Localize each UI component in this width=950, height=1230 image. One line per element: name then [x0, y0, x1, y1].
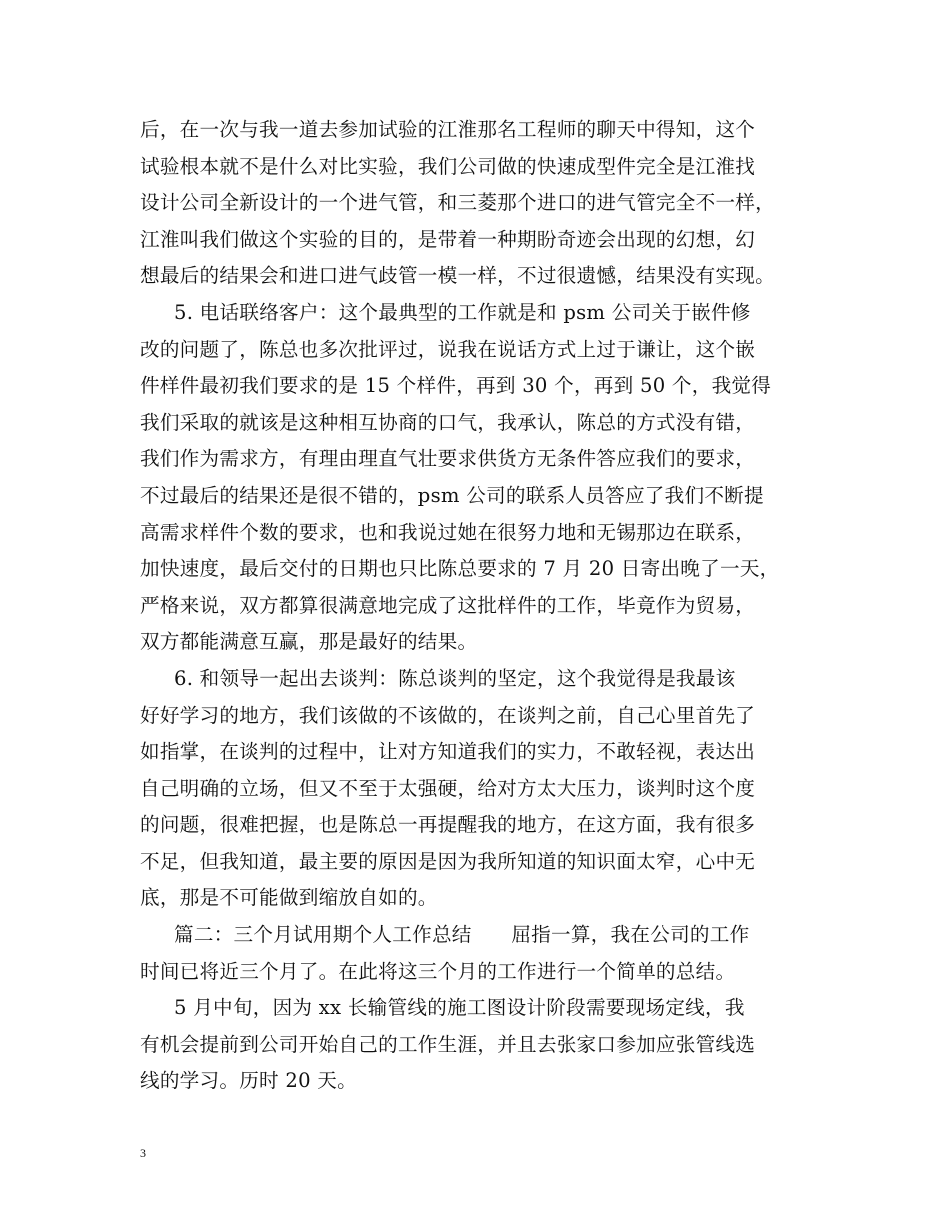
- text-line: 严格来说，双方都算很满意地完成了这批样件的工作，毕竟作为贸易，: [140, 593, 756, 617]
- text-line: 我们作为需求方，有理由理直气壮要求供货方无条件答应我们的要求，: [140, 447, 756, 471]
- text-line: 双方都能满意互赢，那是最好的结果。: [140, 630, 478, 654]
- text-line: 江淮叫我们做这个实验的目的，是带着一种期盼奇迹会出现的幻想，幻: [140, 227, 756, 251]
- document-body: [140, 112, 820, 1100]
- text-line: 高需求样件个数的要求，也和我说过她在很努力地和无锡那边在联系，: [140, 520, 756, 544]
- text-line: 线的学习。历时 20 天。: [140, 1069, 357, 1093]
- paragraph-start-line: 6. 和领导一起出去谈判：陈总谈判的坚定，这个我觉得是我最该: [174, 666, 736, 690]
- text-line: 不足，但我知道，最主要的原因是因为我所知道的知识面太窄，心中无: [140, 849, 756, 873]
- text-line: 不过最后的结果还是很不错的，psm 公司的联系人员答应了我们不断提: [140, 483, 764, 507]
- text-line: 有机会提前到公司开始自己的工作生涯，并且去张家口参加应张管线选: [140, 1032, 756, 1056]
- text-line: 后，在一次与我一道去参加试验的江淮那名工程师的聊天中得知，这个: [140, 118, 756, 141]
- text-line: 加快速度，最后交付的日期也只比陈总要求的 7 月 20 日寄出晚了一天，: [140, 557, 780, 581]
- text-line: 设计公司全新设计的一个进气管，和三菱那个进口的进气管完全不一样，: [140, 191, 775, 215]
- section-heading-line: 篇二：三个月试用期个人工作总结 屈指一算，我在公司的工作: [174, 923, 750, 947]
- page-number: 3: [140, 1146, 146, 1160]
- text-line: 的问题，很难把握，也是陈总一再提醒我的地方，在这方面，我有很多: [140, 813, 756, 837]
- text-line: 底，那是不可能做到缩放自如的。: [140, 886, 438, 910]
- text-line: 时间已将近三个月了。在此将这三个月的工作进行一个简单的总结。: [140, 959, 736, 983]
- text-line: 试验根本就不是什么对比实验，我们公司做的快速成型件完全是江淮找: [140, 154, 756, 178]
- text-line: 改的问题了，陈总也多次批评过，说我在说话方式上过于谦让，这个嵌: [140, 337, 756, 361]
- text-line: 自己明确的立场，但又不至于太强硬，给对方太大压力，谈判时这个度: [140, 776, 756, 800]
- text-line: 我们采取的就该是这种相互协商的口气，我承认，陈总的方式没有错，: [140, 410, 756, 434]
- text-line: 如指掌，在谈判的过程中，让对方知道我们的实力，不敢轻视，表达出: [140, 740, 756, 764]
- text-line: 想最后的结果会和进口进气歧管一模一样，不过很遗憾，结果没有实现。: [140, 264, 775, 288]
- paragraph-start-line: 5. 电话联络客户：这个最典型的工作就是和 psm 公司关于嵌件修: [174, 300, 751, 324]
- text-line: 好好学习的地方，我们该做的不该做的，在谈判之前，自己心里首先了: [140, 703, 756, 727]
- paragraph-start-line: 5 月中旬，因为 xx 长输管线的施工图设计阶段需要现场定线，我: [174, 996, 745, 1020]
- text-line: 件样件最初我们要求的是 15 个样件，再到 30 个，再到 50 个，我觉得: [140, 374, 772, 398]
